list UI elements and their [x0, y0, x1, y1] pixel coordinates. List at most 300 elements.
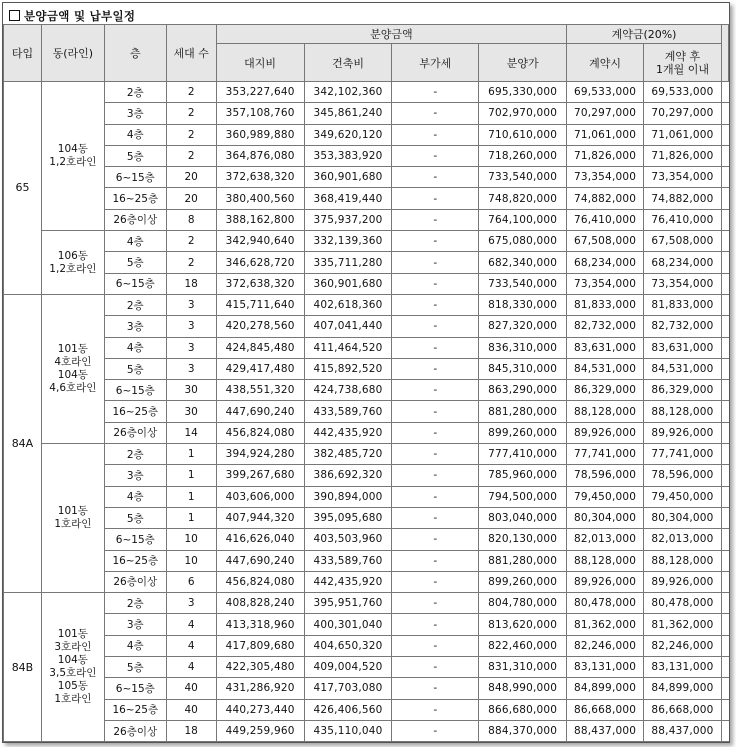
table-row — [4, 273, 729, 294]
vat-cell: - — [392, 571, 479, 592]
units-cell: 20 — [166, 167, 216, 188]
deposit-at-contract-cell: 88,437,000 — [567, 720, 644, 741]
land-cost-cell: 447,690,240 — [216, 550, 304, 571]
vat-cell: - — [392, 444, 479, 465]
construction-cost-cell: 426,406,560 — [304, 699, 392, 720]
deposit-after-month-cell: 86,668,000 — [644, 699, 722, 720]
deposit-at-contract-cell: 76,410,000 — [567, 209, 644, 230]
units-cell: 3 — [166, 294, 216, 315]
price-schedule-table — [3, 24, 729, 742]
deposit-at-contract-cell: 70,297,000 — [567, 103, 644, 124]
units-cell: 10 — [166, 529, 216, 550]
deposit-after-month-cell: 71,826,000 — [644, 145, 722, 166]
title-text: 분양금액 및 납부일정 — [24, 9, 136, 23]
vat-cell: - — [392, 614, 479, 635]
vat-cell: - — [392, 209, 479, 230]
sale-price-cell: 733,540,000 — [479, 167, 567, 188]
table-row — [4, 316, 729, 337]
deposit-at-contract-cell: 81,362,000 — [567, 614, 644, 635]
header-type: 타입 — [4, 25, 42, 82]
deposit-after-month-cell: 77,741,000 — [644, 444, 722, 465]
table-row — [4, 103, 729, 124]
deposit-after-month-cell: 82,246,000 — [644, 635, 722, 656]
deposit-after-month-cell: 83,631,000 — [644, 337, 722, 358]
sale-price-cell: 777,410,000 — [479, 444, 567, 465]
construction-cost-cell: 407,041,440 — [304, 316, 392, 337]
row-edge — [721, 209, 728, 230]
deposit-at-contract-cell: 89,926,000 — [567, 422, 644, 443]
row-edge — [721, 507, 728, 528]
table-row — [4, 486, 729, 507]
vat-cell: - — [392, 231, 479, 252]
units-cell: 3 — [166, 593, 216, 614]
deposit-at-contract-cell: 68,234,000 — [567, 252, 644, 273]
deposit-after-month-cell: 79,450,000 — [644, 486, 722, 507]
table-row — [4, 294, 729, 315]
floor-cell: 5층 — [104, 507, 166, 528]
sale-price-cell: 827,320,000 — [479, 316, 567, 337]
building-line-text: 1,2호라인 — [49, 262, 97, 275]
header-deposit-at-contract: 계약시 — [567, 44, 644, 82]
deposit-after-month-cell: 88,437,000 — [644, 720, 722, 741]
construction-cost-cell: 342,102,360 — [304, 82, 392, 103]
header-land: 대지비 — [216, 44, 304, 82]
land-cost-cell: 447,690,240 — [216, 401, 304, 422]
row-edge — [721, 529, 728, 550]
row-edge — [721, 337, 728, 358]
row-edge — [721, 593, 728, 614]
vat-cell: - — [392, 294, 479, 315]
deposit-after-month-cell: 78,596,000 — [644, 465, 722, 486]
land-cost-cell: 342,940,640 — [216, 231, 304, 252]
sale-price-cell: 804,780,000 — [479, 593, 567, 614]
vat-cell: - — [392, 358, 479, 379]
floor-cell: 16~25층 — [104, 550, 166, 571]
building-line-text: 105동 — [57, 680, 88, 693]
deposit-at-contract-cell: 71,826,000 — [567, 145, 644, 166]
units-cell: 30 — [166, 380, 216, 401]
table-row — [4, 550, 729, 571]
deposit-at-contract-cell: 67,508,000 — [567, 231, 644, 252]
sale-price-cell: 866,680,000 — [479, 699, 567, 720]
sale-price-cell: 831,310,000 — [479, 657, 567, 678]
header-construction: 건축비 — [304, 44, 392, 82]
table-row — [4, 167, 729, 188]
floor-cell: 26층이상 — [104, 209, 166, 230]
row-edge — [721, 635, 728, 656]
table-row — [4, 252, 729, 273]
land-cost-cell: 399,267,680 — [216, 465, 304, 486]
units-cell: 8 — [166, 209, 216, 230]
floor-cell: 6~15층 — [104, 380, 166, 401]
construction-cost-cell: 402,618,360 — [304, 294, 392, 315]
deposit-after-month-cell: 82,732,000 — [644, 316, 722, 337]
row-edge — [721, 550, 728, 571]
land-cost-cell: 394,924,280 — [216, 444, 304, 465]
deposit-after-month-cell: 76,410,000 — [644, 209, 722, 230]
vat-cell: - — [392, 699, 479, 720]
units-cell: 3 — [166, 316, 216, 337]
sale-price-cell: 710,610,000 — [479, 124, 567, 145]
vat-cell: - — [392, 465, 479, 486]
vat-cell: - — [392, 380, 479, 401]
deposit-after-month-cell: 80,304,000 — [644, 507, 722, 528]
header-edge — [721, 25, 728, 82]
table-row — [4, 465, 729, 486]
units-cell: 2 — [166, 124, 216, 145]
building-line-text: 104동 — [57, 143, 88, 156]
units-cell: 40 — [166, 699, 216, 720]
deposit-at-contract-cell: 71,061,000 — [567, 124, 644, 145]
building-line-text: 101동 — [57, 628, 88, 641]
row-edge — [721, 678, 728, 699]
construction-cost-cell: 368,419,440 — [304, 188, 392, 209]
table-row — [4, 529, 729, 550]
table-header — [4, 25, 729, 82]
deposit-at-contract-cell: 84,531,000 — [567, 358, 644, 379]
construction-cost-cell: 390,894,000 — [304, 486, 392, 507]
header-floor: 층 — [104, 25, 166, 82]
building-line-cell — [41, 82, 104, 231]
sale-price-cell: 702,970,000 — [479, 103, 567, 124]
units-cell: 6 — [166, 571, 216, 592]
construction-cost-cell: 433,589,760 — [304, 401, 392, 422]
deposit-at-contract-cell: 84,899,000 — [567, 678, 644, 699]
vat-cell: - — [392, 529, 479, 550]
deposit-after-month-cell: 80,478,000 — [644, 593, 722, 614]
table-row — [4, 593, 729, 614]
construction-cost-cell: 403,503,960 — [304, 529, 392, 550]
floor-cell: 3층 — [104, 614, 166, 635]
land-cost-cell: 417,809,680 — [216, 635, 304, 656]
units-cell: 2 — [166, 82, 216, 103]
floor-cell: 16~25층 — [104, 401, 166, 422]
table-row — [4, 422, 729, 443]
sale-price-cell: 845,310,000 — [479, 358, 567, 379]
units-cell: 10 — [166, 550, 216, 571]
deposit-after-month-cell: 69,533,000 — [644, 82, 722, 103]
row-edge — [721, 231, 728, 252]
deposit-after-month-cell: 89,926,000 — [644, 571, 722, 592]
floor-cell: 4층 — [104, 124, 166, 145]
land-cost-cell: 408,828,240 — [216, 593, 304, 614]
construction-cost-cell: 400,301,040 — [304, 614, 392, 635]
header-building: 동(라인) — [41, 25, 104, 82]
vat-cell: - — [392, 103, 479, 124]
sale-price-cell: 764,100,000 — [479, 209, 567, 230]
vat-cell: - — [392, 635, 479, 656]
deposit-at-contract-cell: 88,128,000 — [567, 550, 644, 571]
table-row — [4, 571, 729, 592]
floor-cell: 4층 — [104, 635, 166, 656]
units-cell: 2 — [166, 252, 216, 273]
deposit-at-contract-cell: 80,478,000 — [567, 593, 644, 614]
land-cost-cell: 420,278,560 — [216, 316, 304, 337]
units-cell: 4 — [166, 657, 216, 678]
land-cost-cell: 416,626,040 — [216, 529, 304, 550]
land-cost-cell: 440,273,440 — [216, 699, 304, 720]
construction-cost-cell: 386,692,320 — [304, 465, 392, 486]
row-edge — [721, 720, 728, 741]
construction-cost-cell: 409,004,520 — [304, 657, 392, 678]
construction-cost-cell: 382,485,720 — [304, 444, 392, 465]
land-cost-cell: 360,989,880 — [216, 124, 304, 145]
deposit-after-month-cell: 84,531,000 — [644, 358, 722, 379]
construction-cost-cell: 433,589,760 — [304, 550, 392, 571]
deposit-after-month-cell: 82,013,000 — [644, 529, 722, 550]
vat-cell: - — [392, 422, 479, 443]
sale-price-cell: 884,370,000 — [479, 720, 567, 741]
sale-price-cell: 748,820,000 — [479, 188, 567, 209]
land-cost-cell: 364,876,080 — [216, 145, 304, 166]
row-edge — [721, 358, 728, 379]
land-cost-cell: 380,400,560 — [216, 188, 304, 209]
table-row — [4, 614, 729, 635]
table-row — [4, 657, 729, 678]
table-row — [4, 82, 729, 103]
construction-cost-cell: 332,139,360 — [304, 231, 392, 252]
units-cell: 18 — [166, 273, 216, 294]
units-cell: 1 — [166, 507, 216, 528]
table-row — [4, 635, 729, 656]
row-edge — [721, 444, 728, 465]
building-line-text: 1호라인 — [54, 693, 92, 706]
deposit-at-contract-cell: 69,533,000 — [567, 82, 644, 103]
sale-price-cell: 818,330,000 — [479, 294, 567, 315]
vat-cell: - — [392, 167, 479, 188]
vat-cell: - — [392, 82, 479, 103]
vat-cell: - — [392, 657, 479, 678]
floor-cell: 2층 — [104, 294, 166, 315]
floor-cell: 2층 — [104, 593, 166, 614]
construction-cost-cell: 360,901,680 — [304, 167, 392, 188]
floor-cell: 5층 — [104, 145, 166, 166]
deposit-at-contract-cell: 86,668,000 — [567, 699, 644, 720]
row-edge — [721, 273, 728, 294]
units-cell: 20 — [166, 188, 216, 209]
row-edge — [721, 167, 728, 188]
units-cell: 14 — [166, 422, 216, 443]
sale-price-cell: 785,960,000 — [479, 465, 567, 486]
construction-cost-cell: 417,703,080 — [304, 678, 392, 699]
building-line-cell — [41, 231, 104, 295]
deposit-after-month-cell: 68,234,000 — [644, 252, 722, 273]
type-cell: 65 — [4, 82, 42, 295]
construction-cost-cell: 415,892,520 — [304, 358, 392, 379]
row-edge — [721, 294, 728, 315]
table-row — [4, 188, 729, 209]
sale-price-cell: 682,340,000 — [479, 252, 567, 273]
row-edge — [721, 124, 728, 145]
vat-cell: - — [392, 188, 479, 209]
deposit-at-contract-cell: 74,882,000 — [567, 188, 644, 209]
header-deposit-after-line1: 계약 후 — [664, 49, 701, 63]
sale-price-cell: 813,620,000 — [479, 614, 567, 635]
sale-price-cell: 803,040,000 — [479, 507, 567, 528]
sale-price-cell: 881,280,000 — [479, 401, 567, 422]
building-line-text: 106동 — [57, 249, 88, 262]
table-row — [4, 231, 729, 252]
units-cell: 18 — [166, 720, 216, 741]
table-row — [4, 145, 729, 166]
row-edge — [721, 657, 728, 678]
table-row — [4, 401, 729, 422]
sale-price-cell: 822,460,000 — [479, 635, 567, 656]
land-cost-cell: 372,638,320 — [216, 167, 304, 188]
sale-price-cell: 863,290,000 — [479, 380, 567, 401]
deposit-after-month-cell: 74,882,000 — [644, 188, 722, 209]
units-cell: 3 — [166, 337, 216, 358]
units-cell: 2 — [166, 145, 216, 166]
land-cost-cell: 456,824,080 — [216, 571, 304, 592]
units-cell: 2 — [166, 103, 216, 124]
construction-cost-cell: 395,095,680 — [304, 507, 392, 528]
units-cell: 2 — [166, 231, 216, 252]
deposit-at-contract-cell: 83,131,000 — [567, 657, 644, 678]
land-cost-cell: 346,628,720 — [216, 252, 304, 273]
row-edge — [721, 82, 728, 103]
construction-cost-cell: 411,464,520 — [304, 337, 392, 358]
vat-cell: - — [392, 337, 479, 358]
building-line-cell — [41, 593, 104, 742]
deposit-at-contract-cell: 73,354,000 — [567, 167, 644, 188]
construction-cost-cell: 435,110,040 — [304, 720, 392, 741]
deposit-after-month-cell: 71,061,000 — [644, 124, 722, 145]
floor-cell: 2층 — [104, 82, 166, 103]
deposit-at-contract-cell: 88,128,000 — [567, 401, 644, 422]
vat-cell: - — [392, 550, 479, 571]
units-cell: 4 — [166, 635, 216, 656]
sale-price-cell: 794,500,000 — [479, 486, 567, 507]
row-edge — [721, 571, 728, 592]
floor-cell: 26층이상 — [104, 720, 166, 741]
construction-cost-cell: 404,650,320 — [304, 635, 392, 656]
deposit-at-contract-cell: 82,732,000 — [567, 316, 644, 337]
land-cost-cell: 353,227,640 — [216, 82, 304, 103]
land-cost-cell: 456,824,080 — [216, 422, 304, 443]
vat-cell: - — [392, 316, 479, 337]
header-deposit-after-contract — [644, 44, 722, 82]
building-line-cell — [41, 294, 104, 443]
building-line-text: 101동 — [57, 505, 88, 518]
units-cell: 40 — [166, 678, 216, 699]
floor-cell: 16~25층 — [104, 188, 166, 209]
floor-cell: 3층 — [104, 465, 166, 486]
type-cell: 84A — [4, 294, 42, 592]
sale-price-cell: 733,540,000 — [479, 273, 567, 294]
floor-cell: 6~15층 — [104, 678, 166, 699]
table-row — [4, 337, 729, 358]
land-cost-cell: 429,417,480 — [216, 358, 304, 379]
row-edge — [721, 401, 728, 422]
sale-price-cell: 675,080,000 — [479, 231, 567, 252]
land-cost-cell: 449,259,960 — [216, 720, 304, 741]
table-row — [4, 699, 729, 720]
table-row — [4, 124, 729, 145]
construction-cost-cell: 442,435,920 — [304, 571, 392, 592]
floor-cell: 6~15층 — [104, 529, 166, 550]
table-row — [4, 444, 729, 465]
row-edge — [721, 422, 728, 443]
floor-cell: 26층이상 — [104, 422, 166, 443]
units-cell: 1 — [166, 465, 216, 486]
construction-cost-cell: 349,620,120 — [304, 124, 392, 145]
header-deposit: 계약금(20%) — [567, 25, 722, 44]
floor-cell: 3층 — [104, 316, 166, 337]
document-frame — [2, 2, 730, 743]
vat-cell: - — [392, 486, 479, 507]
deposit-at-contract-cell: 83,631,000 — [567, 337, 644, 358]
row-edge — [721, 103, 728, 124]
deposit-after-month-cell: 81,362,000 — [644, 614, 722, 635]
row-edge — [721, 486, 728, 507]
vat-cell: - — [392, 507, 479, 528]
land-cost-cell: 407,944,320 — [216, 507, 304, 528]
land-cost-cell: 424,845,480 — [216, 337, 304, 358]
floor-cell: 5층 — [104, 252, 166, 273]
building-line-text: 104동 — [57, 654, 88, 667]
building-line-text: 4호라인 — [54, 356, 92, 368]
land-cost-cell: 372,638,320 — [216, 273, 304, 294]
type-cell: 84B — [4, 593, 42, 742]
land-cost-cell: 415,711,640 — [216, 294, 304, 315]
floor-cell: 26층이상 — [104, 571, 166, 592]
table-row — [4, 380, 729, 401]
header-units: 세대 수 — [166, 25, 216, 82]
sale-price-cell: 718,260,000 — [479, 145, 567, 166]
building-line-text: 3,5호라인 — [49, 667, 97, 680]
table-row — [4, 720, 729, 741]
deposit-at-contract-cell: 81,833,000 — [567, 294, 644, 315]
sale-price-cell: 820,130,000 — [479, 529, 567, 550]
land-cost-cell: 431,286,920 — [216, 678, 304, 699]
floor-cell: 5층 — [104, 358, 166, 379]
deposit-after-month-cell: 84,899,000 — [644, 678, 722, 699]
units-cell: 1 — [166, 444, 216, 465]
row-edge — [721, 380, 728, 401]
vat-cell: - — [392, 124, 479, 145]
table-row — [4, 507, 729, 528]
deposit-at-contract-cell: 73,354,000 — [567, 273, 644, 294]
vat-cell: - — [392, 401, 479, 422]
deposit-after-month-cell: 67,508,000 — [644, 231, 722, 252]
floor-cell: 16~25층 — [104, 699, 166, 720]
building-line-text: 1,2호라인 — [49, 156, 97, 169]
row-edge — [721, 465, 728, 486]
sale-price-cell: 881,280,000 — [479, 550, 567, 571]
deposit-after-month-cell: 88,128,000 — [644, 401, 722, 422]
deposit-after-month-cell: 89,926,000 — [644, 422, 722, 443]
building-line-text: 3호라인 — [54, 641, 92, 654]
deposit-at-contract-cell: 80,304,000 — [567, 507, 644, 528]
construction-cost-cell: 442,435,920 — [304, 422, 392, 443]
deposit-after-month-cell: 73,354,000 — [644, 273, 722, 294]
table-row — [4, 209, 729, 230]
row-edge — [721, 145, 728, 166]
sale-price-cell: 848,990,000 — [479, 678, 567, 699]
land-cost-cell: 413,318,960 — [216, 614, 304, 635]
floor-cell: 4층 — [104, 337, 166, 358]
deposit-at-contract-cell: 82,246,000 — [567, 635, 644, 656]
construction-cost-cell: 360,901,680 — [304, 273, 392, 294]
vat-cell: - — [392, 252, 479, 273]
building-line-text: 4,6호라인 — [49, 382, 97, 394]
vat-cell: - — [392, 720, 479, 741]
square-bullet-icon — [9, 10, 20, 21]
construction-cost-cell: 395,951,760 — [304, 593, 392, 614]
row-edge — [721, 188, 728, 209]
land-cost-cell: 403,606,000 — [216, 486, 304, 507]
